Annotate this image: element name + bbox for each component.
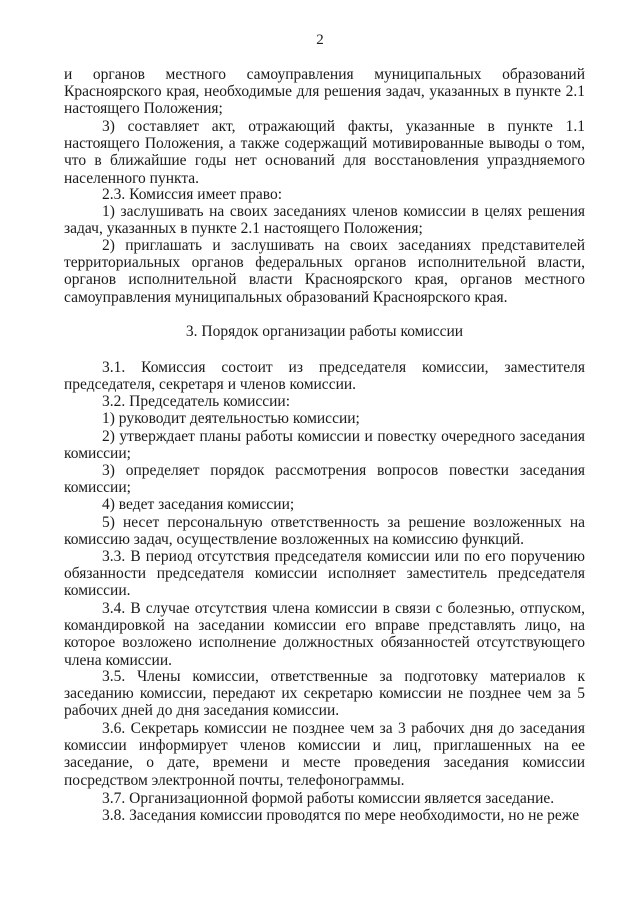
paragraph-3-4: 3.4. В случае отсутствия члена комиссии в связи с болезнью, отпуском, командировкой на заседании комиссии его вправе представлять лицо, на которое возложено исполнение должностных обязанностей отсутствующего члена комиссии. bbox=[64, 600, 585, 669]
paragraph-right-1: 1) заслушивать на своих заседаниях членов комиссии в целях решения задач, указанных в пункте 2.1 настоящего Положения; bbox=[64, 203, 585, 238]
paragraph-3-7: 3.7. Организационной формой работы комиссии является заседание. bbox=[102, 790, 555, 807]
page-number: 2 bbox=[316, 32, 324, 48]
paragraph-continuation: и органов местного самоуправления муниципальных образований Красноярского края, необходимые для решения задач, указанных в пункте 2.1 настоящего Положения; bbox=[64, 66, 585, 118]
paragraph-2-3: 2.3. Комиссия имеет право: bbox=[102, 186, 283, 203]
paragraph-3-2: 3.2. Председатель комиссии: bbox=[102, 393, 291, 410]
paragraph-duty-3: 3) определяет порядок рассмотрения вопросов повестки заседания комиссии; bbox=[64, 462, 585, 497]
paragraph-3-8: 3.8. Заседания комиссии проводятся по мере необходимости, но не реже bbox=[102, 807, 580, 824]
paragraph-3-3: 3.3. В период отсутствия председателя комиссии или по его поручению обязанности председателя комиссии исполняет заместитель председателя комиссии. bbox=[64, 548, 585, 600]
paragraph-duty-1: 1) руководит деятельностью комиссии; bbox=[102, 410, 360, 427]
paragraph-duty-2: 2) утверждает планы работы комиссии и повестку очередного заседания комиссии; bbox=[64, 428, 585, 463]
paragraph-item-3: 3) составляет акт, отражающий факты, указанные в пункте 1.1 настоящего Положения, а также содержащий мотивированные выводы о том, что в ближайшие годы нет оснований для восстановления упраздняемого населенного пункта. bbox=[64, 118, 585, 187]
section-heading: 3. Порядок организации работы комиссии bbox=[185, 323, 464, 340]
paragraph-3-5: 3.5. Члены комиссии, ответственные за подготовку материалов к заседанию комиссии, передают их секретарю комиссии не позднее чем за 5 рабочих дней до дня заседания комиссии. bbox=[64, 668, 585, 720]
paragraph-duty-5: 5) несет персональную ответственность за решение возложенных на комиссию задач, осуществление возложенных на комиссию функций. bbox=[64, 514, 585, 549]
paragraph-right-2: 2) приглашать и заслушивать на своих заседаниях представителей территориальных органов федеральных органов исполнительной власти, органов исполнительной власти Красноярского края, органов местного самоуправления муниципальных образований Красноярского края. bbox=[64, 237, 585, 306]
paragraph-3-1: 3.1. Комиссия состоит из председателя комиссии, заместителя председателя, секретаря и членов комиссии. bbox=[64, 359, 585, 394]
paragraph-3-6: 3.6. Секретарь комиссии не позднее чем за 3 рабочих дня до заседания комиссии информирует членов комиссии и лиц, приглашенных на ее заседание, о дате, времени и месте проведения заседания комиссии посредством электронной почты, телефонограммы. bbox=[64, 720, 585, 789]
paragraph-duty-4: 4) ведет заседания комиссии; bbox=[102, 496, 295, 513]
